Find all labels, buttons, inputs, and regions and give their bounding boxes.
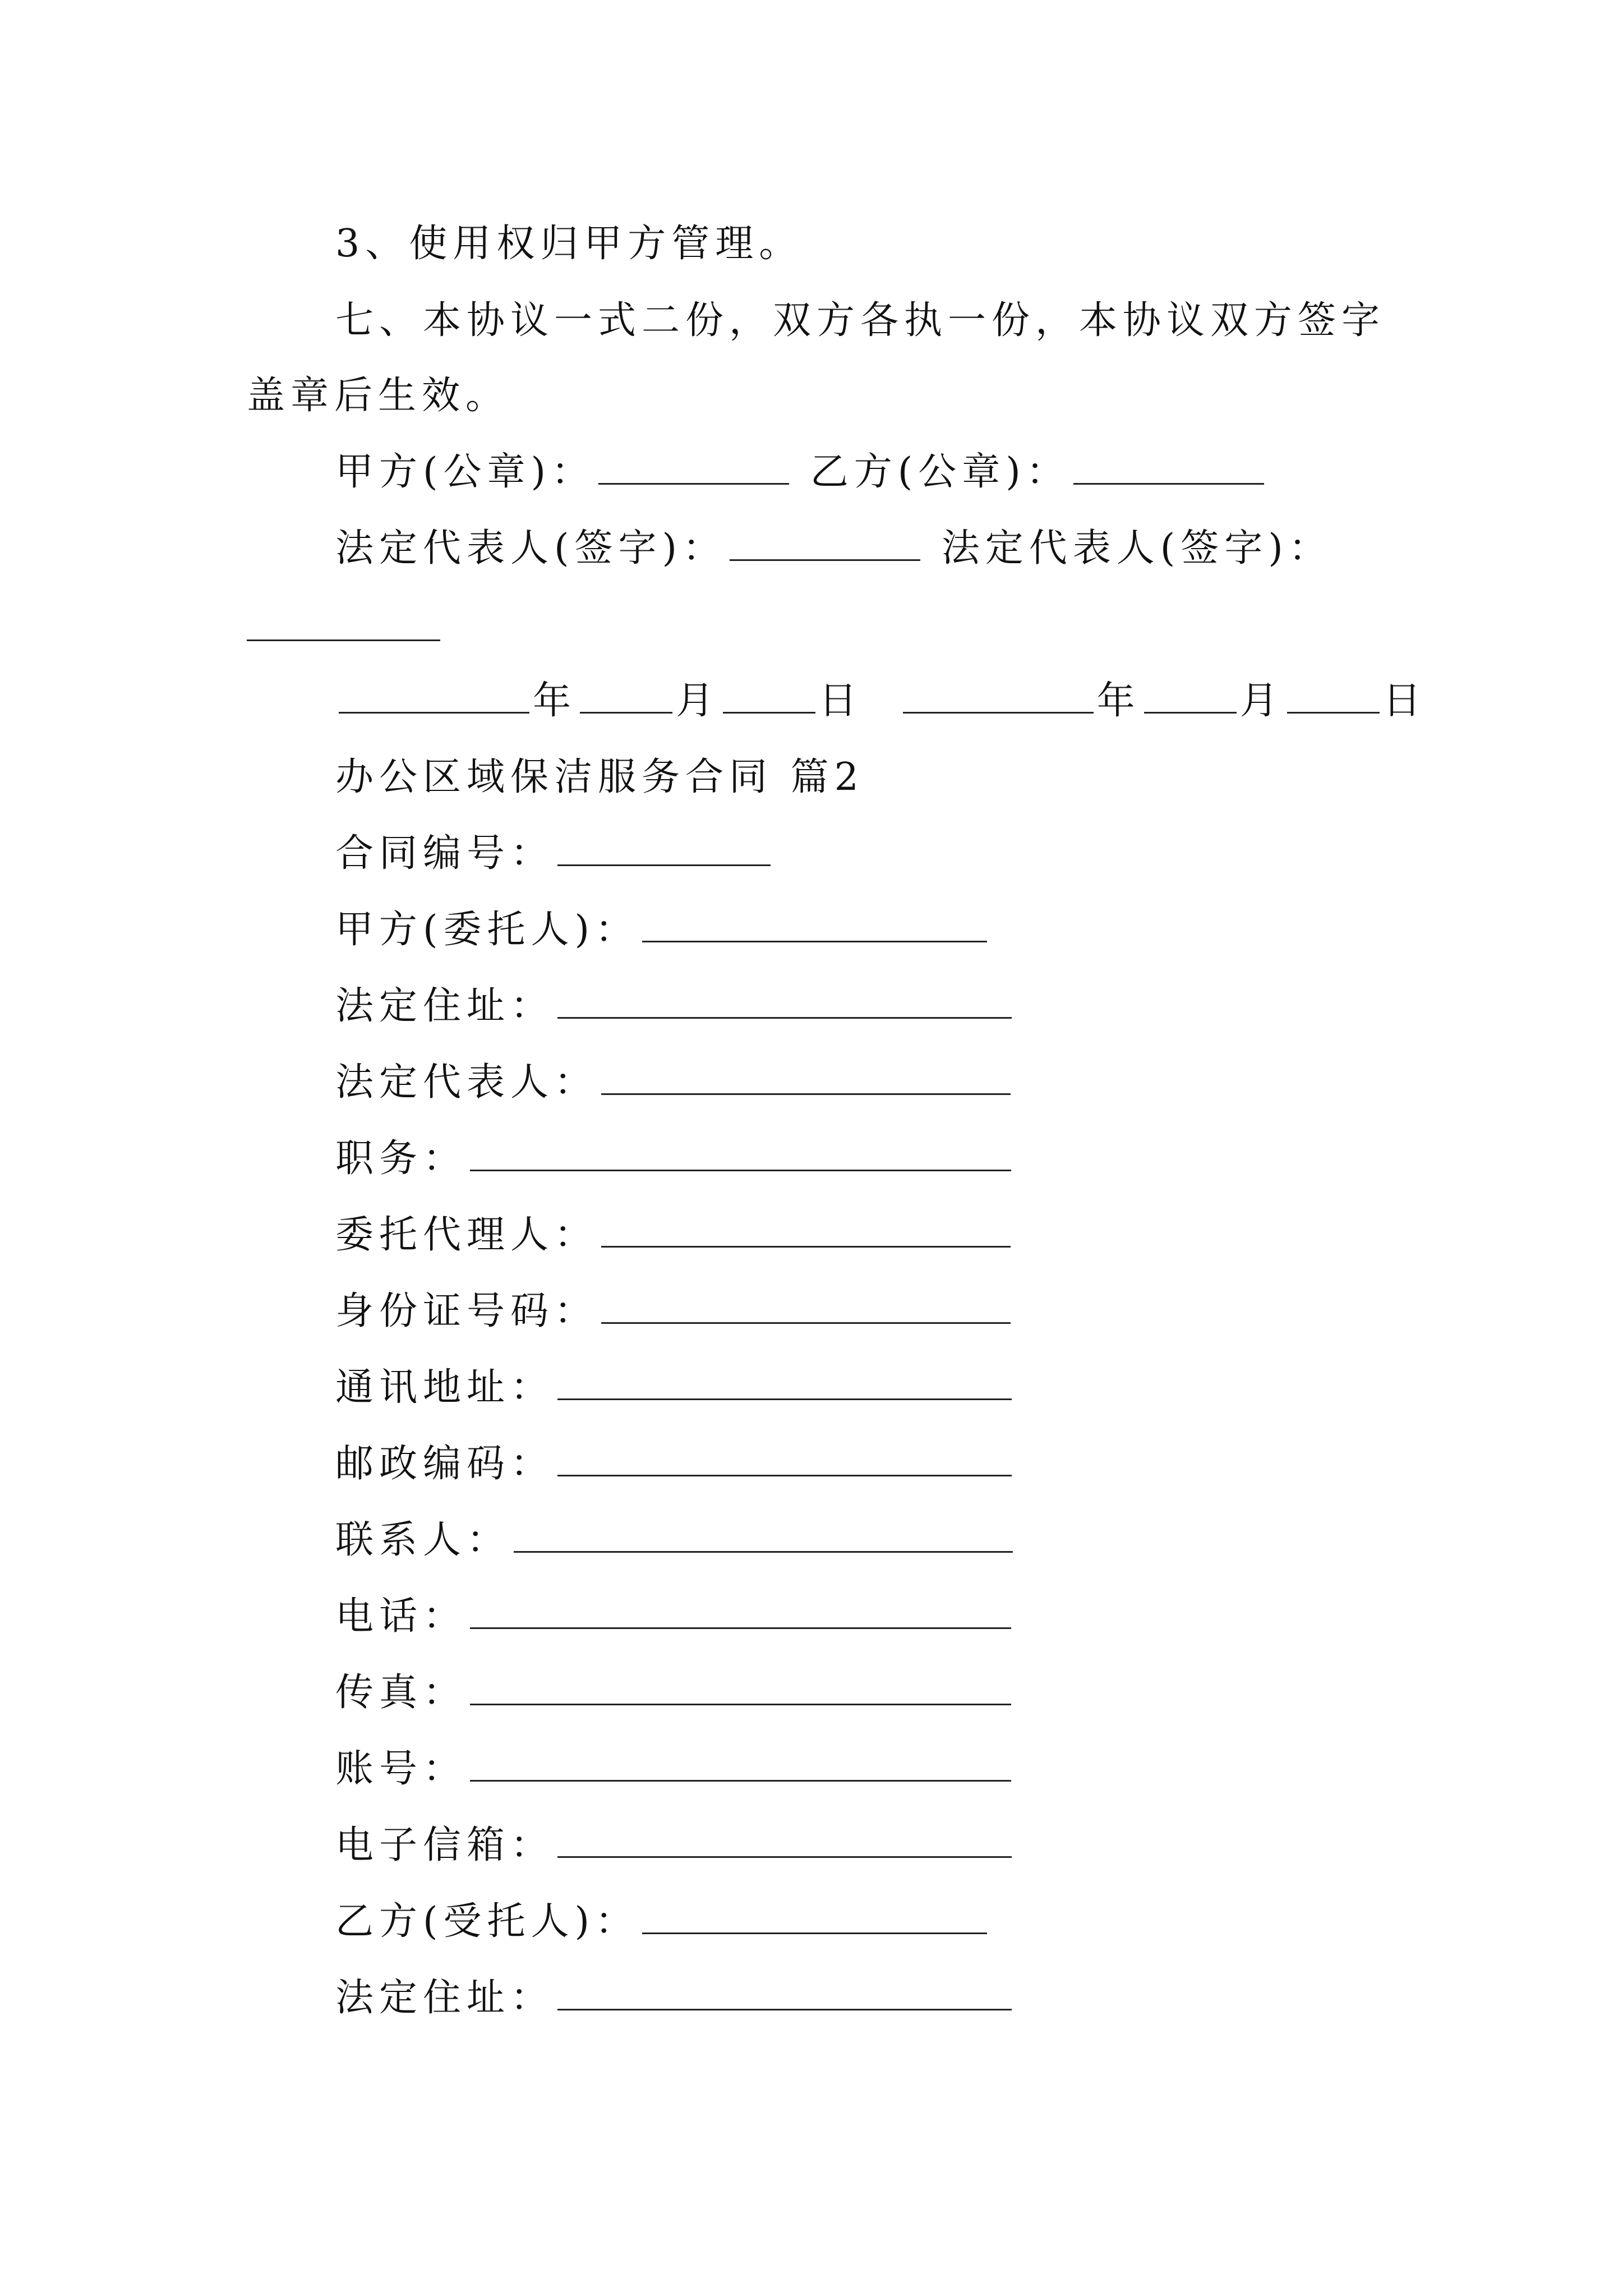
id-number-label: 身份证号码： [335, 1289, 598, 1333]
contract-2-title: 办公区域保洁服务合同 篇2 [335, 755, 864, 799]
account-row [335, 1747, 1015, 1792]
legal-address-a-blank[interactable] [557, 984, 1012, 1019]
party-a-seal-label: 甲方(公章)： [335, 450, 596, 494]
email-row [335, 1823, 1015, 1868]
position-row [335, 1137, 1015, 1181]
mail-address-label: 通讯地址： [335, 1365, 555, 1410]
account-blank[interactable] [470, 1747, 1011, 1782]
postcode-blank[interactable] [557, 1442, 1012, 1476]
party-b-seal-label: 乙方(公章)： [810, 450, 1070, 494]
postcode-row [335, 1442, 1015, 1487]
agent-blank[interactable] [601, 1213, 1011, 1248]
contract-no-row [335, 831, 774, 876]
day-b-label: 日 [1382, 679, 1427, 723]
party-b-seal-blank[interactable] [1073, 450, 1264, 485]
party-a-row [335, 908, 990, 953]
agent-row [335, 1213, 1014, 1258]
year-a-blank[interactable] [339, 679, 529, 714]
legal-rep-a-label: 法定代表人： [335, 1060, 598, 1105]
party-b-blank[interactable] [642, 1900, 987, 1934]
year-b-blank[interactable] [903, 679, 1094, 714]
seal-row [335, 450, 1267, 495]
year-b-label: 年 [1096, 679, 1141, 723]
party-a-blank[interactable] [642, 908, 987, 942]
mail-address-row [335, 1365, 1015, 1410]
postcode-label: 邮政编码： [335, 1442, 555, 1486]
party-b-label: 乙方(受托人)： [335, 1899, 639, 1944]
legal-address-a-label: 法定住址： [335, 984, 555, 1028]
day-b-blank[interactable] [1287, 679, 1380, 714]
legal-rep-a-row [335, 1060, 1014, 1105]
fax-blank[interactable] [470, 1671, 1011, 1705]
rep-sign-a-blank[interactable] [730, 527, 920, 561]
fax-row [335, 1671, 1015, 1715]
email-blank[interactable] [557, 1824, 1012, 1858]
day-a-label: 日 [819, 679, 863, 723]
contact-label: 联系人： [335, 1518, 511, 1562]
legal-address-b-label: 法定住址： [335, 1976, 555, 2020]
fax-label: 传真： [335, 1671, 467, 1715]
phone-row [335, 1594, 1015, 1639]
position-blank[interactable] [470, 1137, 1011, 1171]
agent-label: 委托代理人： [335, 1213, 598, 1257]
contract-no-blank[interactable] [557, 832, 771, 866]
position-label: 职务： [335, 1137, 467, 1181]
legal-address-a-row [335, 984, 1015, 1029]
year-a-label: 年 [533, 679, 577, 723]
month-b-blank[interactable] [1144, 679, 1237, 714]
id-number-row [335, 1289, 1014, 1334]
legal-address-b-row [335, 1976, 1015, 2021]
month-a-label: 月 [676, 679, 720, 723]
party-a-seal-blank[interactable] [598, 450, 789, 485]
email-label: 电子信箱： [335, 1823, 555, 1867]
month-b-label: 月 [1239, 679, 1284, 723]
rep-sign-b-blank[interactable] [247, 639, 440, 641]
day-a-blank[interactable] [723, 679, 815, 714]
mail-address-blank[interactable] [557, 1366, 1012, 1400]
account-label: 账号： [335, 1747, 467, 1791]
contact-row [335, 1518, 1016, 1563]
item-3-text: 3、使用权归甲方管理。 [335, 222, 803, 266]
party-b-row [335, 1899, 990, 1944]
clause-7-line-1: 七、本协议一式二份，双方各执一份，本协议双方签字 [335, 298, 1386, 343]
rep-sign-a-label: 法定代表人(签字)： [335, 526, 727, 570]
contact-blank[interactable] [514, 1519, 1013, 1553]
clause-7-line-2: 盖章后生效。 [247, 374, 510, 418]
date-row [335, 679, 1427, 724]
legal-address-b-blank[interactable] [557, 1976, 1012, 2010]
party-a-label: 甲方(委托人)： [335, 908, 639, 952]
contract-no-label: 合同编号： [335, 831, 555, 876]
phone-blank[interactable] [470, 1595, 1011, 1629]
legal-rep-a-blank[interactable] [601, 1061, 1011, 1095]
id-number-blank[interactable] [601, 1290, 1011, 1324]
rep-sign-b-label: 法定代表人(签字)： [941, 526, 1332, 570]
rep-sign-row [335, 526, 1332, 571]
phone-label: 电话： [335, 1594, 467, 1639]
month-a-blank[interactable] [580, 679, 672, 714]
